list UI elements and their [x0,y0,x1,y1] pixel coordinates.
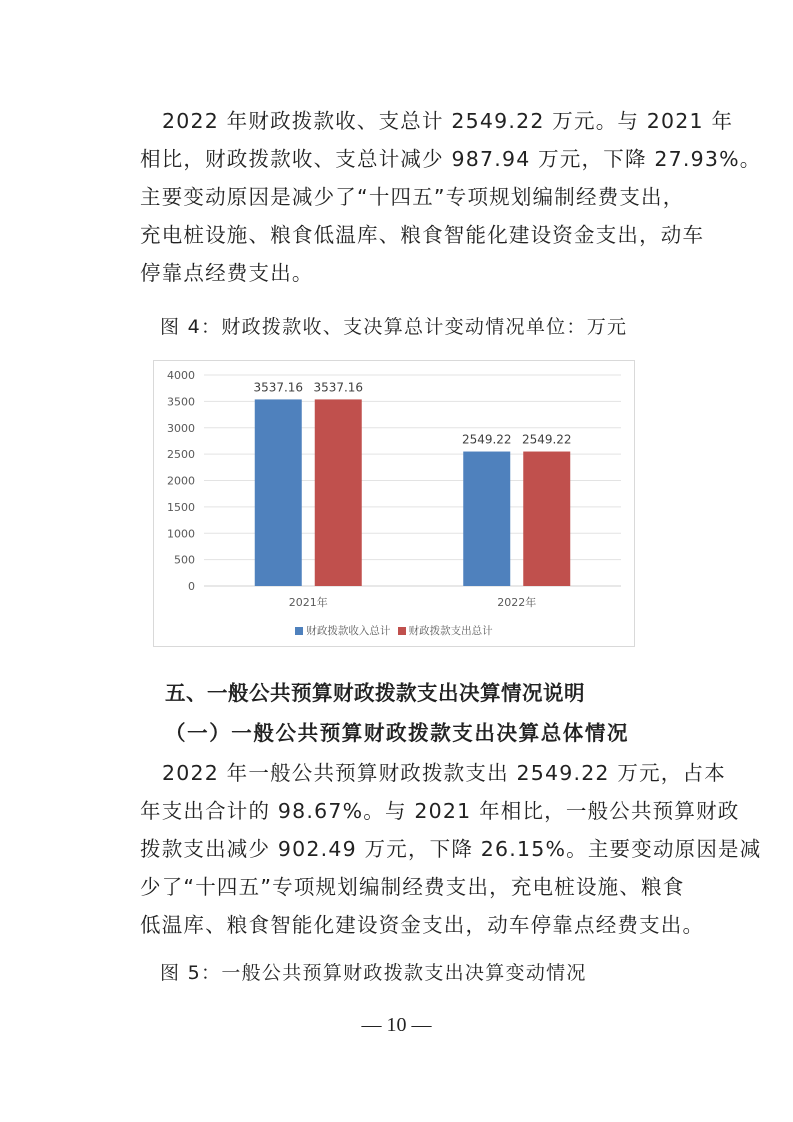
legend-item-income [295,623,390,638]
x-tick-label: 2022年 [497,596,537,609]
x-tick-label: 2021年 [288,596,328,609]
subsection-heading: （一）一般公共预算财政拨款支出决算总体情况 [165,721,630,745]
data-label: 2549.22 [461,432,512,447]
y-tick-label: 500 [174,553,195,567]
legend-swatch-income [295,627,303,635]
y-tick-label: 3500 [167,395,195,409]
paragraph-line: 主要变动原因是减少了“十四五”专项规划编制经费支出， [140,185,685,209]
chart-legend [154,623,634,638]
bar-expense-2021 [315,399,362,586]
figure-5-caption: 图 5：一般公共预算财政拨款支出决算变动情况 [160,962,587,984]
bar-income-2021 [255,399,302,586]
paragraph-general-budget [140,754,762,944]
legend-label-income: 财政拨款收入总计 [306,625,391,637]
data-label: 2549.22 [521,432,572,447]
bar-expense-2022 [523,452,570,586]
y-tick-label: 2000 [167,474,195,488]
paragraph-line: 2022 年一般公共预算财政拨款支出 2549.22 万元，占本 [162,761,726,785]
paragraph-line: 低温库、粮食智能化建设资金支出，动车停靠点经费支出。 [140,913,705,937]
paragraph-fiscal-total [140,102,762,292]
y-tick-label: 1000 [167,527,195,541]
legend-swatch-expense [398,627,406,635]
y-tick-label: 0 [188,580,195,593]
page-number: — 10 — [361,1014,432,1036]
paragraph-line: 少了“十四五”专项规划编制经费支出，充电桩设施、粮食 [140,875,685,899]
paragraph-line: 停靠点经费支出。 [140,261,314,285]
section-heading: 五、一般公共预算财政拨款支出决算情况说明 [165,681,585,705]
paragraph-line: 相比，财政拨款收、支总计减少 987.94 万元，下降 27.93%。 [140,147,762,171]
data-label: 3537.16 [253,380,304,395]
data-label: 3537.16 [313,380,364,395]
y-tick-label: 2500 [167,448,195,462]
legend-label-expense: 财政拨款支出总计 [408,625,493,637]
chart-canvas [154,361,636,648]
paragraph-line: 拨款支出减少 902.49 万元，下降 26.15%。主要变动原因是减 [140,837,762,861]
bar-chart [153,360,635,647]
paragraph-line: 充电桩设施、粮食低温库、粮食智能化建设资金支出，动车 [140,223,705,247]
paragraph-line: 年支出合计的 98.67%。与 2021 年相比，一般公共预算财政 [140,799,740,823]
figure-4-caption: 图 4：财政拨款收、支决算总计变动情况单位：万元 [160,316,628,338]
y-tick-label: 1500 [167,500,195,514]
y-tick-label: 4000 [167,369,195,382]
y-tick-label: 3000 [167,421,195,435]
legend-item-expense [398,623,493,638]
paragraph-line: 2022 年财政拨款收、支总计 2549.22 万元。与 2021 年 [162,109,734,133]
bar-income-2022 [463,452,510,586]
